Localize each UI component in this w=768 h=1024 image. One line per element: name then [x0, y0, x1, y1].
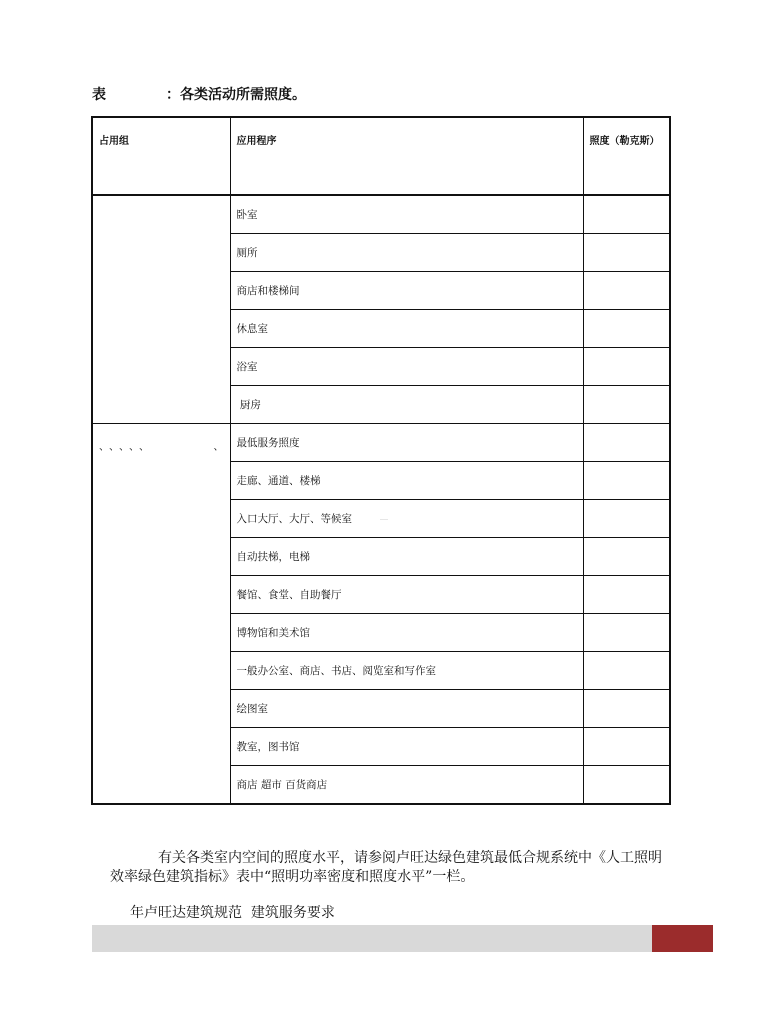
illuminance-cell — [583, 386, 670, 424]
illuminance-cell — [583, 690, 670, 728]
illuminance-cell — [583, 652, 670, 690]
application-cell: 厕所 — [230, 234, 583, 272]
application-cell: 休息室 — [230, 310, 583, 348]
caption-text: ：各类活动所需照度。 — [166, 87, 306, 103]
group-cell-2 — [92, 424, 230, 805]
illuminance-cell — [583, 500, 670, 538]
table-row — [92, 195, 670, 234]
illuminance-cell — [583, 728, 670, 766]
application-cell: 商店和楼梯间 — [230, 272, 583, 310]
group-mark: 、 — [119, 442, 129, 453]
application-cell: 走廊、通道、楼梯 — [230, 462, 583, 500]
table-header-row — [92, 117, 670, 195]
group-mark: 、 — [99, 442, 109, 453]
application-cell: 浴室 — [230, 348, 583, 386]
application-cell: 教室，图书馆 — [230, 728, 583, 766]
illuminance-cell — [583, 576, 670, 614]
group-cell-1 — [92, 195, 230, 424]
body-paragraph: 有关各类室内空间的照度水平，请参阅卢旺达绿色建筑最低合规系统中《人工照明效率绿色建筑指标》表中“照明功率密度和照度水平”一栏。 — [110, 850, 662, 885]
header-occupancy-group: 占用组 — [92, 117, 230, 195]
illuminance-cell — [583, 272, 670, 310]
illuminance-cell — [583, 614, 670, 652]
application-cell: 博物馆和美术馆 — [230, 614, 583, 652]
footer-text: 年卢旺达建筑规范 建筑服务要求 — [130, 905, 335, 921]
faint-mark — [380, 519, 388, 520]
application-cell: 卧室 — [230, 195, 583, 234]
group-mark: 、 — [213, 442, 224, 453]
group-mark: 、 — [109, 442, 119, 453]
table-caption — [92, 84, 306, 104]
illuminance-cell — [583, 310, 670, 348]
illuminance-cell — [583, 538, 670, 576]
application-cell: 绘图室 — [230, 690, 583, 728]
application-cell: 餐馆、食堂、自助餐厅 — [230, 576, 583, 614]
footer-bar — [92, 925, 652, 952]
illuminance-cell — [583, 766, 670, 805]
application-cell: 入口大厅、大厅、等候室 — [230, 500, 583, 538]
header-application: 应用程序 — [230, 117, 583, 195]
illuminance-cell — [583, 424, 670, 462]
illuminance-cell — [583, 348, 670, 386]
application-cell: 商店 超市 百货商店 — [230, 766, 583, 805]
illuminance-cell — [583, 462, 670, 500]
illuminance-cell — [583, 234, 670, 272]
group-mark: 、 — [139, 442, 149, 453]
table-row — [92, 424, 670, 462]
footer-accent — [652, 925, 713, 952]
application-cell: 厨房 — [230, 386, 583, 424]
header-illuminance: 照度（勒克斯） — [583, 117, 670, 195]
group-marks — [99, 438, 224, 453]
application-cell: 最低服务照度 — [230, 424, 583, 462]
illuminance-cell — [583, 195, 670, 234]
application-cell: 一般办公室、商店、书店、阅览室和写作室 — [230, 652, 583, 690]
application-cell: 自动扶梯，电梯 — [230, 538, 583, 576]
group-mark: 、 — [129, 442, 139, 453]
illuminance-table — [91, 116, 671, 805]
caption-label: 表 — [92, 87, 106, 103]
